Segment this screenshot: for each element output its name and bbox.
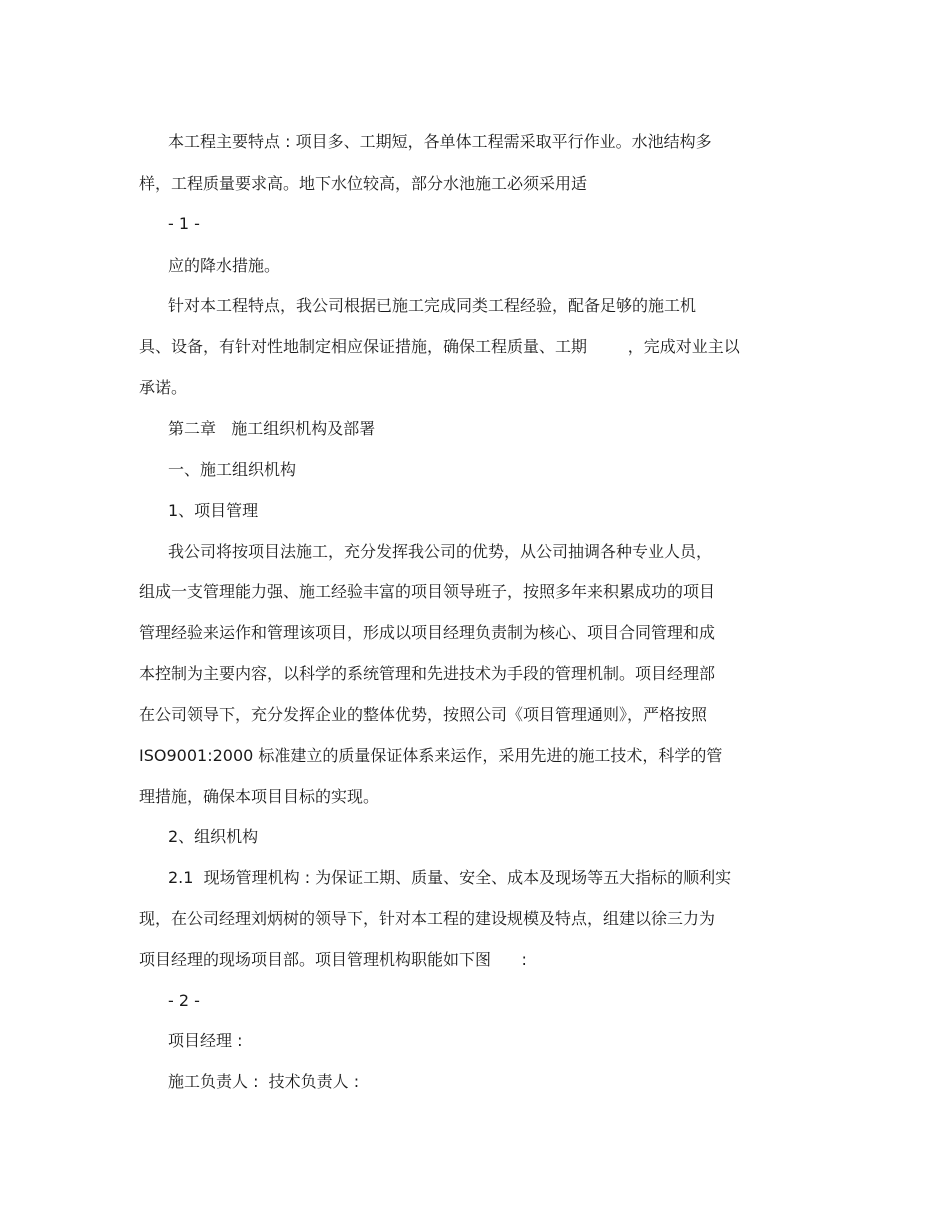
paragraph-line: 样，工程质量要求高。地下水位较高，部分水池施工必须采用适 — [139, 174, 588, 193]
paragraph-line: 理措施，确保本项目目标的实现。 — [139, 787, 380, 806]
page-number: - 2 - — [168, 991, 200, 1010]
paragraph-line: 应的降水措施。 — [168, 256, 281, 275]
section-heading: 一、施工组织机构 — [168, 460, 297, 479]
paragraph-line: 本控制为主要内容，以科学的系统管理和先进技术为手段的管理机制。项目经理部 — [139, 664, 716, 683]
org-chart-label: 项目经理 : — [168, 1031, 243, 1050]
paragraph-line: 项目经理的现场项目部。项目管理机构职能如下图 : — [139, 950, 527, 969]
paragraph-line: 承诺。 — [139, 378, 188, 397]
paragraph-line: 在公司领导下，充分发挥企业的整体优势，按照公司《项目管理通则》，严格按照 — [139, 705, 708, 724]
paragraph-line: 管理经验来运作和管理该项目，形成以项目经理负责制为核心、项目合同管理和成 — [139, 623, 716, 642]
paragraph-line: 2.1 现场管理机构 : 为保证工期、质量、安全、成本及现场等五大指标的顺利实 — [168, 868, 732, 887]
paragraph-line: ISO9001:2000 标准建立的质量保证体系来运作，采用先进的施工技术，科学的管 — [139, 746, 723, 765]
paragraph-line: 针对本工程特点，我公司根据已施工完成同类工程经验，配备足够的施工机 — [168, 296, 697, 315]
subsection-heading: 1、项目管理 — [168, 501, 259, 520]
chapter-heading: 第二章 施工组织机构及部署 — [168, 419, 376, 438]
org-chart-label: 施工负责人 : 技术负责人 : — [168, 1072, 360, 1091]
paragraph-line: 具、设备，有针对性地制定相应保证措施，确保工程质量、工期 ，完成对业主以 — [139, 337, 740, 356]
paragraph-line: 我公司将按项目法施工，充分发挥我公司的优势，从公司抽调各种专业人员， — [168, 542, 713, 561]
paragraph-line: 组成一支管理能力强、施工经验丰富的项目领导班子，按照多年来积累成功的项目 — [139, 582, 716, 601]
paragraph-line: 本工程主要特点 : 项目多、工期短，各单体工程需采取平行作业。水池结构多 — [168, 132, 712, 151]
subsection-heading: 2、组织机构 — [168, 827, 259, 846]
page-number: - 1 - — [168, 214, 200, 233]
paragraph-line: 现，在公司经理刘炳树的领导下，针对本工程的建设规模及特点，组建以徐三力为 — [139, 909, 716, 928]
